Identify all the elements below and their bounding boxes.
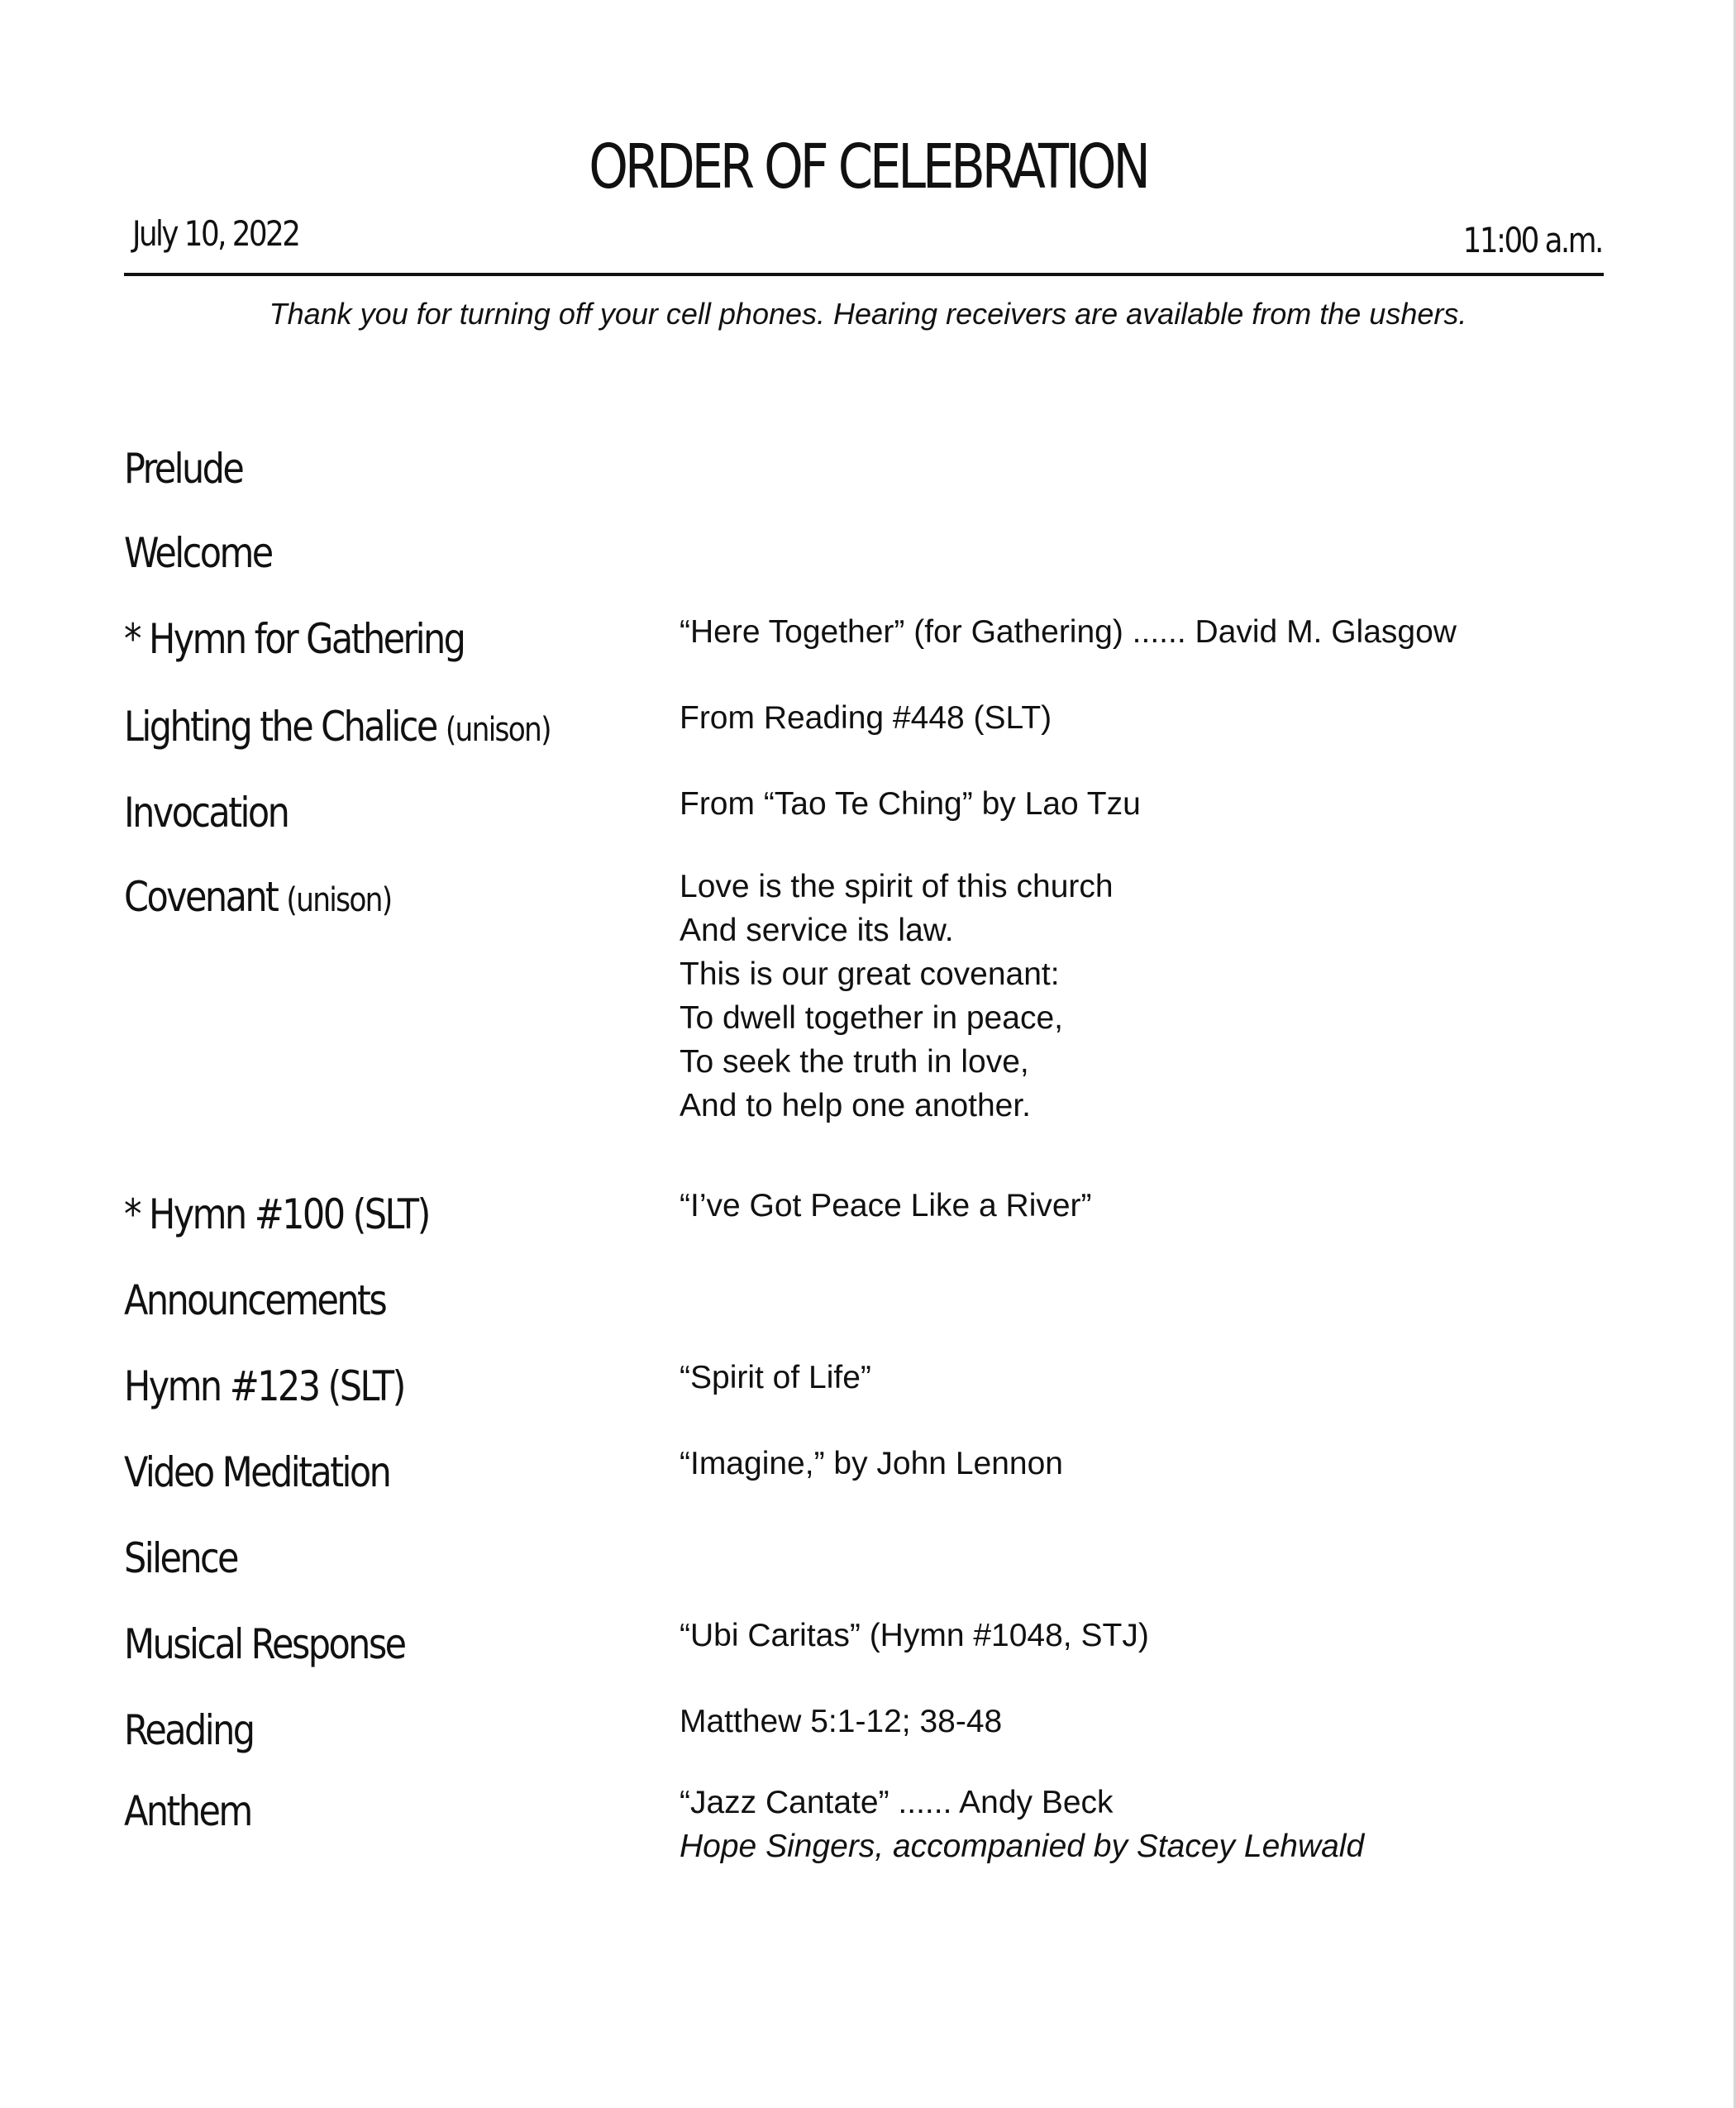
item-detail-hymn-123: “Spirit of Life” <box>680 1360 871 1395</box>
item-label-video: Video Meditation <box>124 1448 390 1496</box>
notice-text: Thank you for turning off your cell phones. Hearing receivers are available from the ushers. <box>269 297 1467 331</box>
item-label-reading: Reading <box>124 1706 254 1754</box>
header-divider <box>124 273 1604 276</box>
item-detail-reading: Matthew 5:1-12; 38-48 <box>680 1704 1003 1739</box>
item-label-musical-response: Musical Response <box>124 1620 405 1668</box>
item-detail-hymn-100: “I’ve Got Peace Like a River” <box>680 1188 1092 1223</box>
item-label-hymn-123: Hymn #123 (SLT) <box>124 1362 404 1410</box>
service-time: 11:00 a.m. <box>1462 220 1602 260</box>
item-label-welcome: Welcome <box>124 529 272 577</box>
anthem-title: “Jazz Cantate” ...... Andy Beck <box>680 1785 1114 1820</box>
item-label-invocation: Invocation <box>124 789 289 837</box>
item-label-hymn-gathering: * Hymn for Gathering <box>124 615 465 663</box>
covenant-line: This is our great covenant: <box>680 956 1060 992</box>
item-detail-anthem <box>680 1781 1364 1868</box>
item-label-chalice <box>124 704 551 750</box>
item-detail-chalice: From Reading #448 (SLT) <box>680 700 1052 736</box>
anthem-performers: Hope Singers, accompanied by Stacey Lehwald <box>680 1829 1365 1864</box>
covenant-text <box>680 865 1114 1128</box>
item-label-covenant <box>124 875 391 920</box>
covenant-line: To seek the truth in love, <box>680 1044 1029 1080</box>
chalice-unison-note: (unison) <box>445 711 551 749</box>
covenant-unison-note: (unison) <box>286 881 392 919</box>
service-date: July 10, 2022 <box>132 213 299 254</box>
chalice-label-text: Lighting the Chalice <box>124 703 436 751</box>
item-label-hymn-100: * Hymn #100 (SLT) <box>124 1190 429 1238</box>
covenant-line: And service its law. <box>680 913 954 948</box>
item-detail-musical-response: “Ubi Caritas” (Hymn #1048, STJ) <box>680 1618 1149 1653</box>
item-detail-hymn-gathering: “Here Together” (for Gathering) ...... David M. Glasgow <box>680 614 1457 650</box>
covenant-line: To dwell together in peace, <box>680 1000 1063 1036</box>
item-detail-video: “Imagine,” by John Lennon <box>680 1446 1063 1481</box>
item-label-silence: Silence <box>124 1534 237 1582</box>
item-label-anthem: Anthem <box>124 1787 251 1835</box>
item-detail-invocation: From “Tao Te Ching” by Lao Tzu <box>680 786 1141 822</box>
covenant-label-text: Covenant <box>124 873 278 921</box>
page-title: ORDER OF CELEBRATION <box>589 131 1147 203</box>
covenant-line: And to help one another. <box>680 1088 1032 1123</box>
item-label-announcements: Announcements <box>124 1276 386 1324</box>
item-label-prelude: Prelude <box>124 445 243 493</box>
covenant-line: Love is the spirit of this church <box>680 869 1114 904</box>
